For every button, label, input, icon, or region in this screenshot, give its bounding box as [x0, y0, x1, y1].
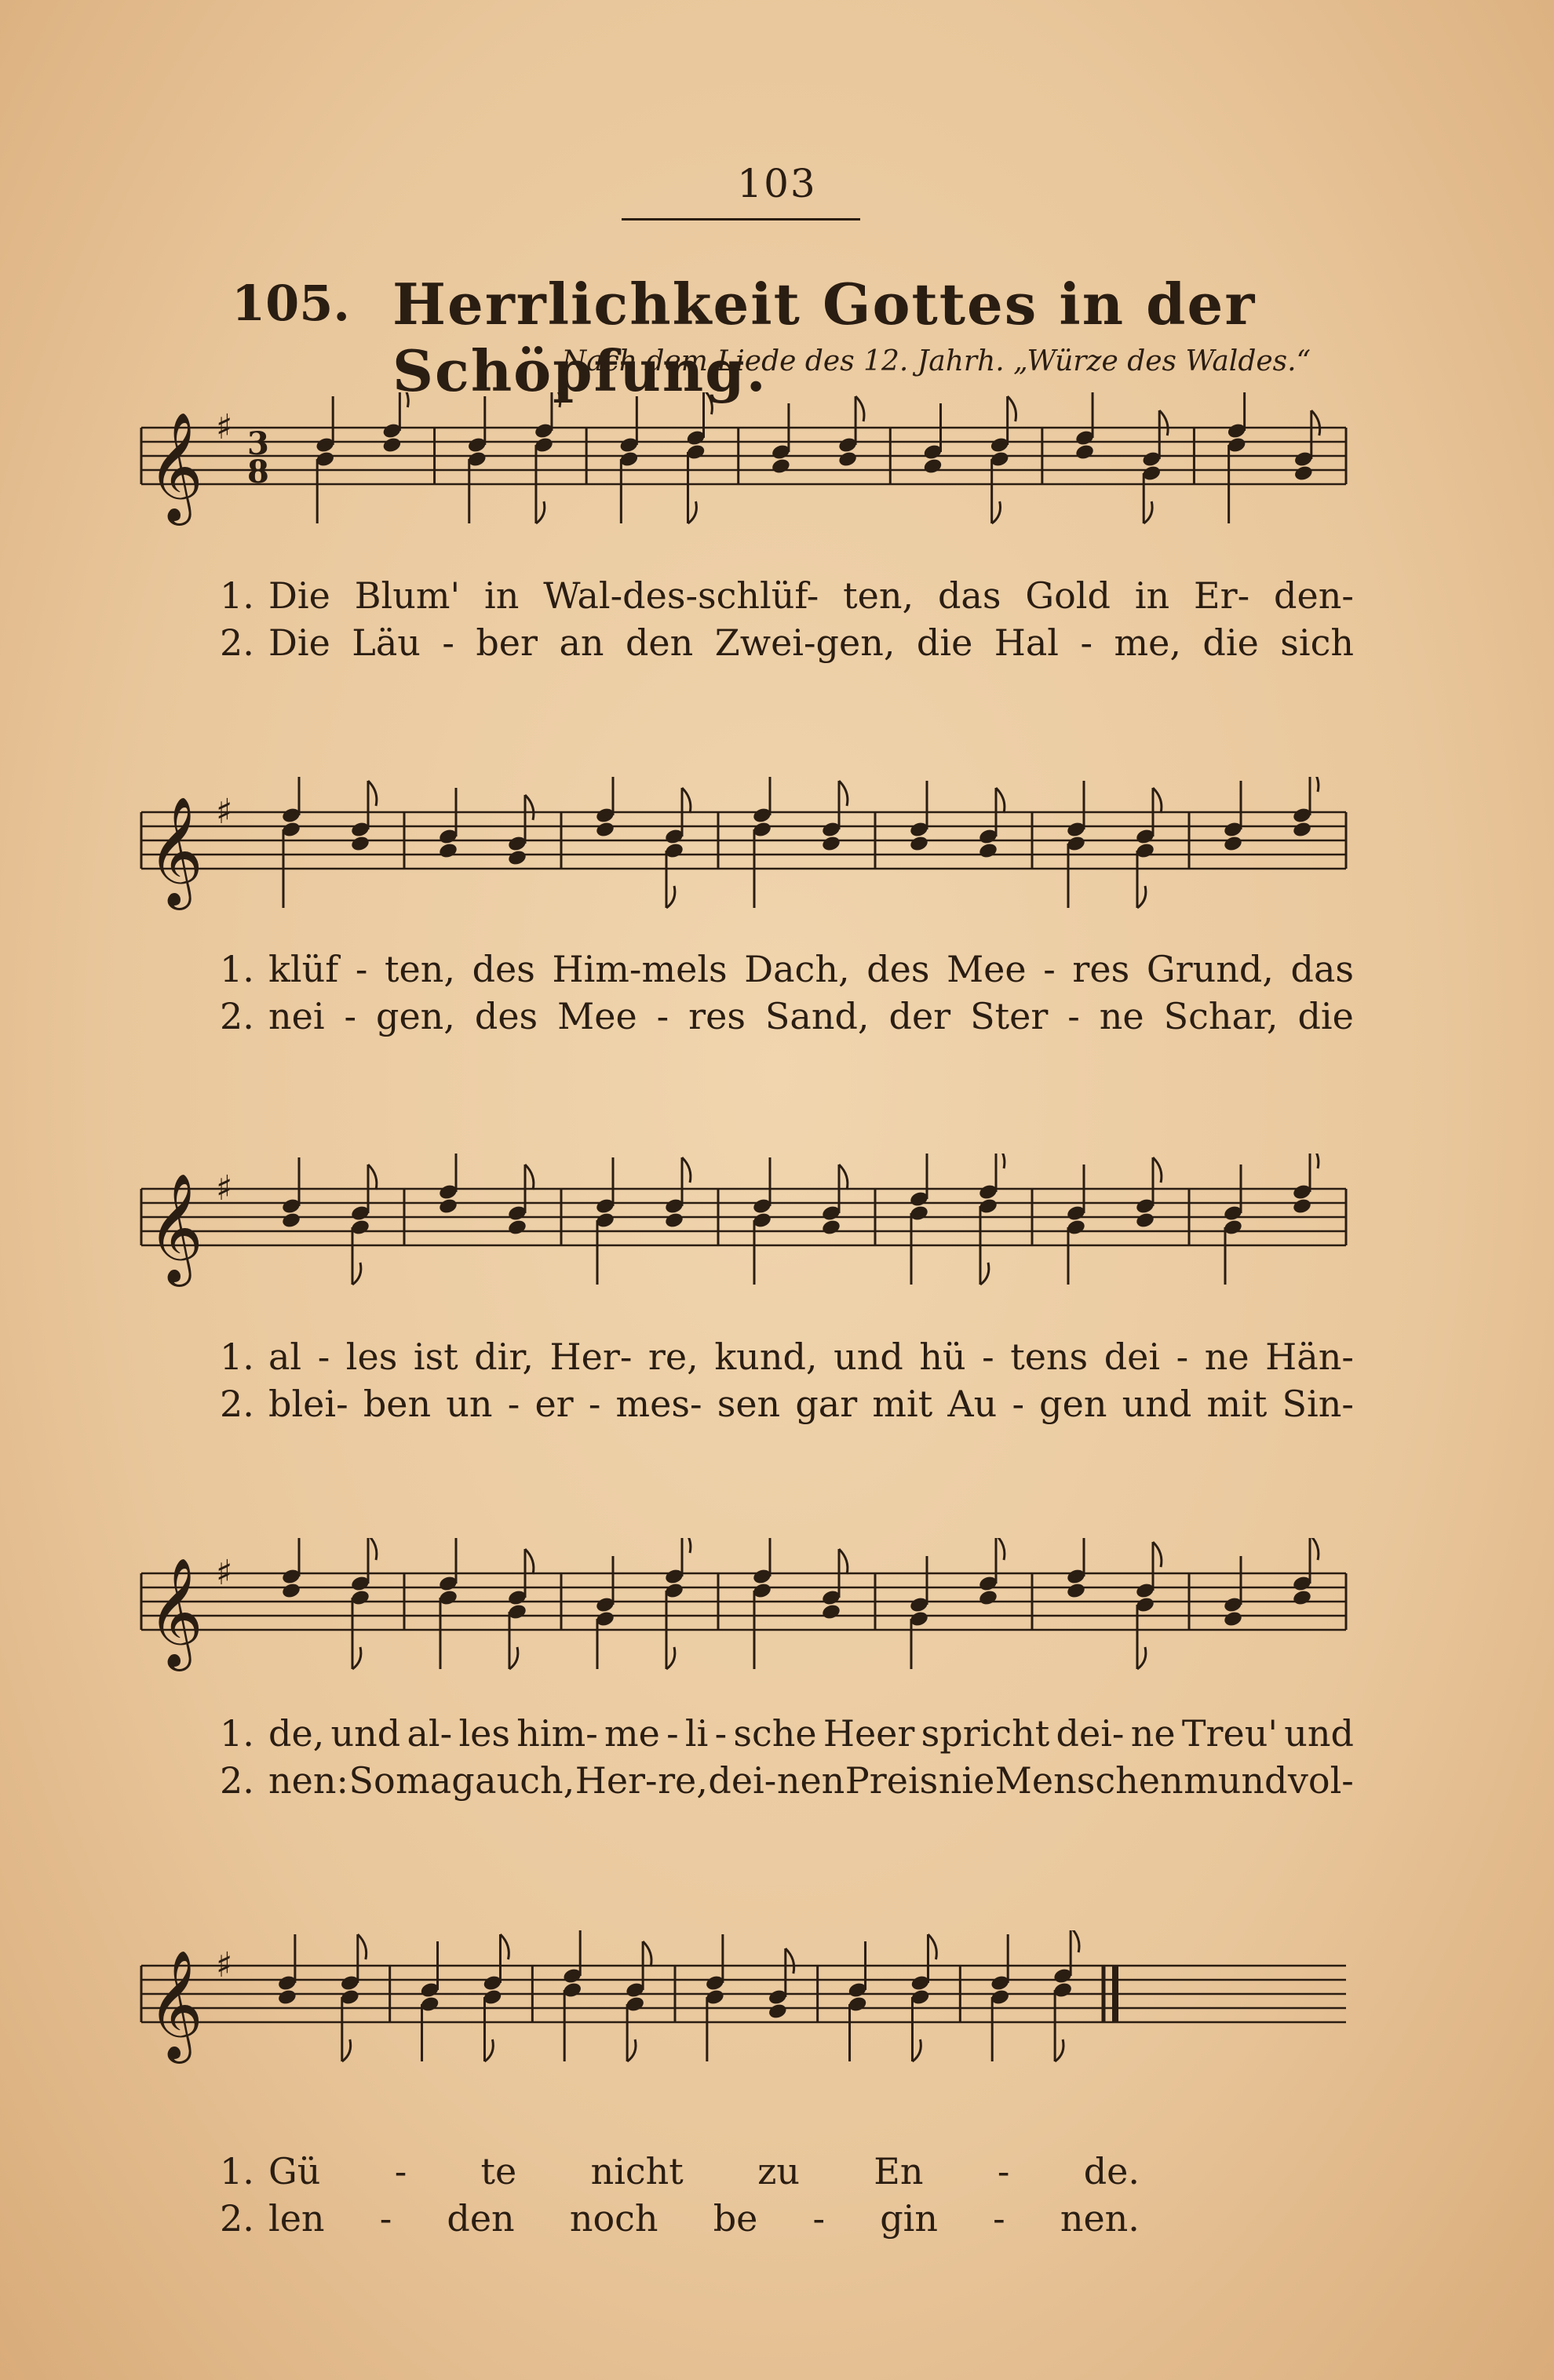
note-flag: [839, 1549, 848, 1574]
lyric-syllable: -: [1012, 1383, 1024, 1425]
sharp-icon: ♯: [216, 1168, 233, 1208]
lyric-syllable: -: [997, 2150, 1010, 2192]
lyric-syllable: Die: [268, 621, 330, 664]
note-flag: [839, 781, 848, 806]
sharp-icon: ♯: [216, 407, 233, 447]
lyric-syllable: me,: [1114, 621, 1181, 664]
notehead: [281, 1582, 301, 1600]
lyric-syllable: die: [916, 621, 973, 664]
lyric-syllable: Treu': [1181, 1712, 1278, 1755]
lyric-syllable: Her-: [549, 1336, 633, 1378]
lyric-words: [268, 1336, 1354, 1378]
notehead: [837, 450, 858, 468]
note-flag: [704, 392, 713, 414]
lyric-syllable: und: [1122, 1383, 1192, 1425]
note-flag: [352, 1263, 361, 1285]
notehead: [909, 835, 929, 853]
note-flag: [368, 1538, 377, 1560]
notehead: [281, 1212, 301, 1230]
lyric-syllable: kund,: [714, 1336, 818, 1378]
sharp-icon: ♯: [216, 1553, 233, 1593]
lyric-words: [268, 2197, 1140, 2240]
verse-number: 1.: [220, 574, 254, 617]
lyric-syllable: sich: [1280, 621, 1354, 664]
note-flag: [682, 1157, 691, 1183]
lyric-syllable: -: [656, 995, 669, 1037]
note-flag: [525, 795, 534, 820]
verse-number: 1.: [220, 2150, 254, 2192]
lyric-syllable: les: [458, 1712, 510, 1755]
note-flag: [1071, 1930, 1079, 1952]
lyric-syllable: al-: [407, 1712, 453, 1755]
lyric-words: [268, 621, 1354, 664]
lyric-syllable: ben: [363, 1383, 432, 1425]
treble-clef-icon: 𝄞: [148, 796, 203, 906]
lyric-syllable: das: [937, 574, 1001, 617]
lyric-syllable: -: [1043, 948, 1056, 990]
lyric-syllable: der: [888, 995, 951, 1037]
notehead: [978, 1589, 998, 1607]
notehead: [1292, 1589, 1312, 1607]
lyric-syllable: re,: [658, 1759, 708, 1802]
lyric-words: [268, 1383, 1354, 1425]
note-flag: [996, 1154, 1005, 1168]
note-flag: [342, 2039, 351, 2061]
music-system-5: [133, 1930, 1354, 2260]
lyric-verse-2: [220, 2197, 1354, 2244]
lyric-syllable: den: [625, 621, 694, 664]
lyric-syllable: Sand,: [764, 995, 870, 1037]
lyric-syllable: ne: [1130, 1712, 1176, 1755]
notehead: [1223, 1610, 1243, 1628]
staff-5: [133, 1930, 1354, 2134]
lyric-syllable: den-: [1274, 574, 1354, 617]
lyric-syllable: gin: [880, 2197, 938, 2240]
lyric-verse-1: [220, 2150, 1354, 2197]
lyric-syllable: hü: [919, 1336, 966, 1378]
treble-clef-icon: 𝄞: [148, 1558, 203, 1667]
note-flag: [928, 1934, 936, 1959]
staff-4: [133, 1538, 1354, 1695]
verse-number: 1.: [220, 948, 254, 990]
lyric-syllable: les: [345, 1336, 398, 1378]
lyric-syllable: gen,: [376, 995, 455, 1037]
lyric-verse-2: [220, 1759, 1354, 1806]
lyric-syllable: -: [714, 1712, 728, 1755]
note-flag: [484, 2039, 493, 2061]
verse-number: 2.: [220, 621, 254, 664]
lyric-syllable: klüf: [268, 948, 339, 990]
lyric-syllable: dei-: [1056, 1712, 1125, 1755]
notehead: [1223, 835, 1243, 853]
lyric-syllable: li: [684, 1712, 709, 1755]
note-flag: [552, 392, 560, 407]
lyric-syllable: de.: [1083, 2150, 1140, 2192]
lyric-syllable: te: [480, 2150, 517, 2192]
lyric-syllable: -: [812, 2197, 826, 2240]
lyric-syllable: Dach,: [744, 948, 850, 990]
note-flag: [525, 1164, 534, 1190]
lyric-syllable: Sin-: [1282, 1383, 1354, 1425]
note-flag: [1310, 777, 1319, 792]
lyric-words: [268, 2150, 1140, 2192]
note-flag: [839, 1164, 848, 1190]
lyric-syllable: dei: [1103, 1336, 1161, 1378]
note-flag: [1137, 1647, 1146, 1669]
lyric-syllable: in: [483, 574, 520, 617]
lyric-syllable: -: [993, 2197, 1005, 2240]
note-flag: [536, 501, 545, 523]
lyric-syllable: ist: [413, 1336, 458, 1378]
lyric-syllable: tens: [1010, 1336, 1089, 1378]
note-flag: [666, 1647, 675, 1669]
music-system-2: [133, 777, 1354, 1075]
lyric-syllable: Blum': [354, 574, 461, 617]
verse-number: 2.: [220, 2197, 254, 2240]
lyric-syllable: Mee: [947, 948, 1027, 990]
notehead: [1293, 465, 1314, 483]
lyric-syllable: nen.: [1060, 2197, 1140, 2240]
note-flag: [996, 788, 1005, 813]
song-title: Herrlichkeit Gottes in der Schöpfung.: [392, 271, 1257, 404]
lyric-syllable: und: [330, 1712, 401, 1755]
lyric-syllable: ten,: [385, 948, 455, 990]
song-attribution: Nach dem Liede des 12. Jahrh. „Würze des Waldes.“: [561, 345, 1311, 377]
notehead: [821, 1219, 841, 1237]
notehead: [381, 436, 402, 454]
note-flag: [980, 1263, 989, 1285]
lyric-syllable: Gü: [268, 2150, 321, 2192]
lyric-syllable: nicht: [590, 2150, 684, 2192]
lyric-syllable: mit: [872, 1383, 933, 1425]
lyric-syllable: -: [507, 1383, 520, 1425]
verse-number: 1.: [220, 1336, 254, 1378]
lyric-syllable: un: [446, 1383, 493, 1425]
note-flag: [666, 886, 675, 908]
note-flag: [1153, 788, 1162, 813]
lyric-syllable: den: [447, 2197, 515, 2240]
notehead: [438, 842, 458, 860]
notehead: [922, 457, 943, 476]
lyric-syllable: Gold: [1025, 574, 1111, 617]
lyric-syllable: des: [472, 948, 535, 990]
lyric-syllable: er: [534, 1383, 574, 1425]
lyric-words: [268, 995, 1354, 1037]
notehead: [350, 835, 370, 853]
note-flag: [1310, 1538, 1319, 1560]
note-flag: [500, 1934, 509, 1959]
lyric-syllable: Mee: [557, 995, 637, 1037]
music-system-4: [133, 1538, 1354, 1836]
notehead: [277, 1988, 297, 2006]
lyric-words: [268, 948, 1354, 990]
notehead: [1292, 821, 1312, 839]
lyric-syllable: blei-: [268, 1383, 348, 1425]
note-flag: [855, 396, 864, 421]
lyric-verse-2: [220, 1383, 1354, 1430]
sharp-icon: ♯: [216, 792, 233, 832]
notehead: [771, 457, 791, 476]
note-flag: [352, 1647, 361, 1669]
staff-1: [133, 392, 1354, 549]
lyric-syllable: sen: [717, 1383, 781, 1425]
lyric-syllable: -: [317, 1336, 330, 1378]
sharp-icon: ♯: [216, 1945, 233, 1985]
lyric-syllable: vol-: [1287, 1759, 1354, 1802]
song-number: 105.: [232, 275, 351, 332]
note-flag: [1153, 1542, 1162, 1567]
lyric-syllable: ne: [1204, 1336, 1249, 1378]
note-flag: [682, 1538, 691, 1553]
lyric-syllable: nen: [776, 1759, 845, 1802]
lyric-syllable: -: [394, 2150, 407, 2192]
verse-number: 2.: [220, 1759, 254, 1802]
notehead: [768, 2003, 788, 2021]
note-flag: [1311, 410, 1320, 436]
treble-clef-icon: 𝄞: [148, 1173, 203, 1282]
lyric-verse-1: [220, 574, 1354, 621]
lyric-syllable: nei: [268, 995, 325, 1037]
lyric-syllable: spricht: [921, 1712, 1050, 1755]
lyric-syllable: Hal: [994, 621, 1060, 664]
lyric-verse-2: [220, 621, 1354, 669]
lyric-syllable: -: [1067, 995, 1080, 1037]
lyric-syllable: gen: [1039, 1383, 1107, 1425]
lyric-syllable: Zwei-gen,: [714, 621, 896, 664]
note-flag: [992, 501, 1001, 523]
lyric-verse-2: [220, 995, 1354, 1042]
notehead: [821, 835, 841, 853]
lyric-syllable: sche: [733, 1712, 817, 1755]
verse-number: 1.: [220, 1712, 254, 1755]
lyric-syllable: res: [1072, 948, 1130, 990]
lyric-syllable: Schar,: [1163, 995, 1279, 1037]
lyric-syllable: -: [982, 1336, 994, 1378]
note-flag: [399, 392, 408, 407]
lyric-syllable: Er-: [1194, 574, 1250, 617]
lyric-syllable: ten,: [843, 574, 914, 617]
lyric-syllable: die: [1297, 995, 1354, 1037]
lyric-syllable: -: [442, 621, 454, 664]
note-flag: [912, 2039, 921, 2061]
lyric-syllable: mes-: [615, 1383, 702, 1425]
lyric-syllable: zu: [757, 2150, 800, 2192]
notehead: [438, 1197, 458, 1216]
lyric-syllable: mund: [1184, 1759, 1288, 1802]
note-flag: [368, 1164, 377, 1190]
lyric-syllable: Menschen: [994, 1759, 1184, 1802]
notehead: [507, 1219, 527, 1237]
staff-3: [133, 1154, 1354, 1310]
lyric-syllable: ber: [476, 621, 538, 664]
lyric-syllable: -: [379, 2197, 392, 2240]
note-flag: [1055, 2039, 1063, 2061]
note-flag: [786, 1948, 794, 1974]
lyric-syllable: -: [344, 995, 357, 1037]
lyric-syllable: Heer: [823, 1712, 915, 1755]
lyric-verse-1: [220, 1336, 1354, 1383]
lyric-syllable: -: [588, 1383, 601, 1425]
music-system-3: [133, 1154, 1354, 1452]
lyric-syllable: die: [1202, 621, 1259, 664]
note-flag: [1310, 1154, 1319, 1168]
lyric-syllable: Grund,: [1146, 948, 1274, 990]
note-flag: [996, 1538, 1005, 1560]
note-flag: [688, 501, 697, 523]
lyric-syllable: de,: [268, 1712, 325, 1755]
lyric-syllable: him-: [516, 1712, 598, 1755]
staff-2: [133, 777, 1354, 934]
lyric-syllable: -: [1080, 621, 1093, 664]
note-flag: [525, 1549, 534, 1574]
lyric-syllable: in: [1134, 574, 1170, 617]
page-number-rule: [622, 218, 860, 221]
lyric-syllable: des: [474, 995, 538, 1037]
lyric-syllable: Her-: [575, 1759, 658, 1802]
verse-number: 2.: [220, 995, 254, 1037]
lyric-syllable: Ster: [970, 995, 1049, 1037]
lyric-syllable: Preis: [844, 1759, 939, 1802]
verse-number: 2.: [220, 1383, 254, 1425]
note-flag: [1008, 396, 1016, 421]
lyric-syllable: und: [1284, 1712, 1354, 1755]
lyric-syllable: auch,: [475, 1759, 575, 1802]
lyric-syllable: En: [874, 2150, 924, 2192]
lyric-words: [268, 1759, 1354, 1802]
lyric-syllable: Wal-des-schlüf-: [543, 574, 819, 617]
notehead: [1066, 1582, 1086, 1600]
time-signature-bottom: 8: [247, 454, 269, 490]
lyric-verse-1: [220, 1712, 1354, 1759]
lyric-syllable: gar: [795, 1383, 858, 1425]
lyric-syllable: Die: [268, 574, 330, 617]
lyric-syllable: an: [559, 621, 604, 664]
lyric-syllable: So: [348, 1759, 396, 1802]
note-flag: [1137, 886, 1146, 908]
note-flag: [368, 781, 377, 806]
notehead: [507, 849, 527, 867]
lyric-syllable: nen:: [268, 1759, 348, 1802]
lyric-syllable: me: [604, 1712, 660, 1755]
lyric-syllable: -: [1176, 1336, 1189, 1378]
page-number: 103: [737, 161, 817, 206]
lyric-verse-1: [220, 948, 1354, 995]
time-signature-top: 3: [247, 425, 269, 462]
note-flag: [1153, 1157, 1162, 1183]
lyric-syllable: len: [268, 2197, 325, 2240]
notehead: [1074, 443, 1095, 461]
lyric-syllable: ne: [1099, 995, 1144, 1037]
lyric-syllable: be: [713, 2197, 758, 2240]
lyric-words: [268, 1712, 1354, 1755]
lyric-syllable: Au: [947, 1383, 998, 1425]
lyric-syllable: Hän-: [1265, 1336, 1354, 1378]
notehead: [1292, 1197, 1312, 1216]
lyric-syllable: dir,: [474, 1336, 534, 1378]
lyric-syllable: mag: [396, 1759, 475, 1802]
lyric-words: [268, 574, 1354, 617]
lyric-syllable: Läu: [352, 621, 421, 664]
notehead: [1135, 1212, 1155, 1230]
lyric-syllable: res: [688, 995, 746, 1037]
lyric-syllable: mit: [1206, 1383, 1268, 1425]
lyric-syllable: das: [1290, 948, 1354, 990]
note-flag: [682, 788, 691, 813]
lyric-syllable: noch: [569, 2197, 658, 2240]
lyric-syllable: Him-mels: [552, 948, 728, 990]
notehead: [978, 842, 998, 860]
notehead: [595, 821, 615, 839]
lyric-syllable: -: [355, 948, 368, 990]
note-flag: [627, 2039, 636, 2061]
notehead: [821, 1603, 841, 1621]
note-flag: [643, 1941, 651, 1966]
treble-clef-icon: 𝄞: [148, 1950, 203, 2059]
notehead: [664, 1212, 684, 1230]
music-system-1: [133, 392, 1354, 691]
note-flag: [509, 1647, 518, 1669]
lyric-syllable: nie: [938, 1759, 995, 1802]
lyric-syllable: al: [268, 1336, 302, 1378]
lyric-syllable: des: [866, 948, 930, 990]
lyric-syllable: -: [666, 1712, 679, 1755]
treble-clef-icon: 𝄞: [148, 412, 203, 521]
note-flag: [1159, 410, 1168, 436]
note-flag: [358, 1934, 367, 1959]
note-flag: [1144, 501, 1152, 523]
lyric-syllable: re,: [648, 1336, 699, 1378]
lyric-syllable: und: [834, 1336, 903, 1378]
lyric-syllable: dei-: [708, 1759, 777, 1802]
